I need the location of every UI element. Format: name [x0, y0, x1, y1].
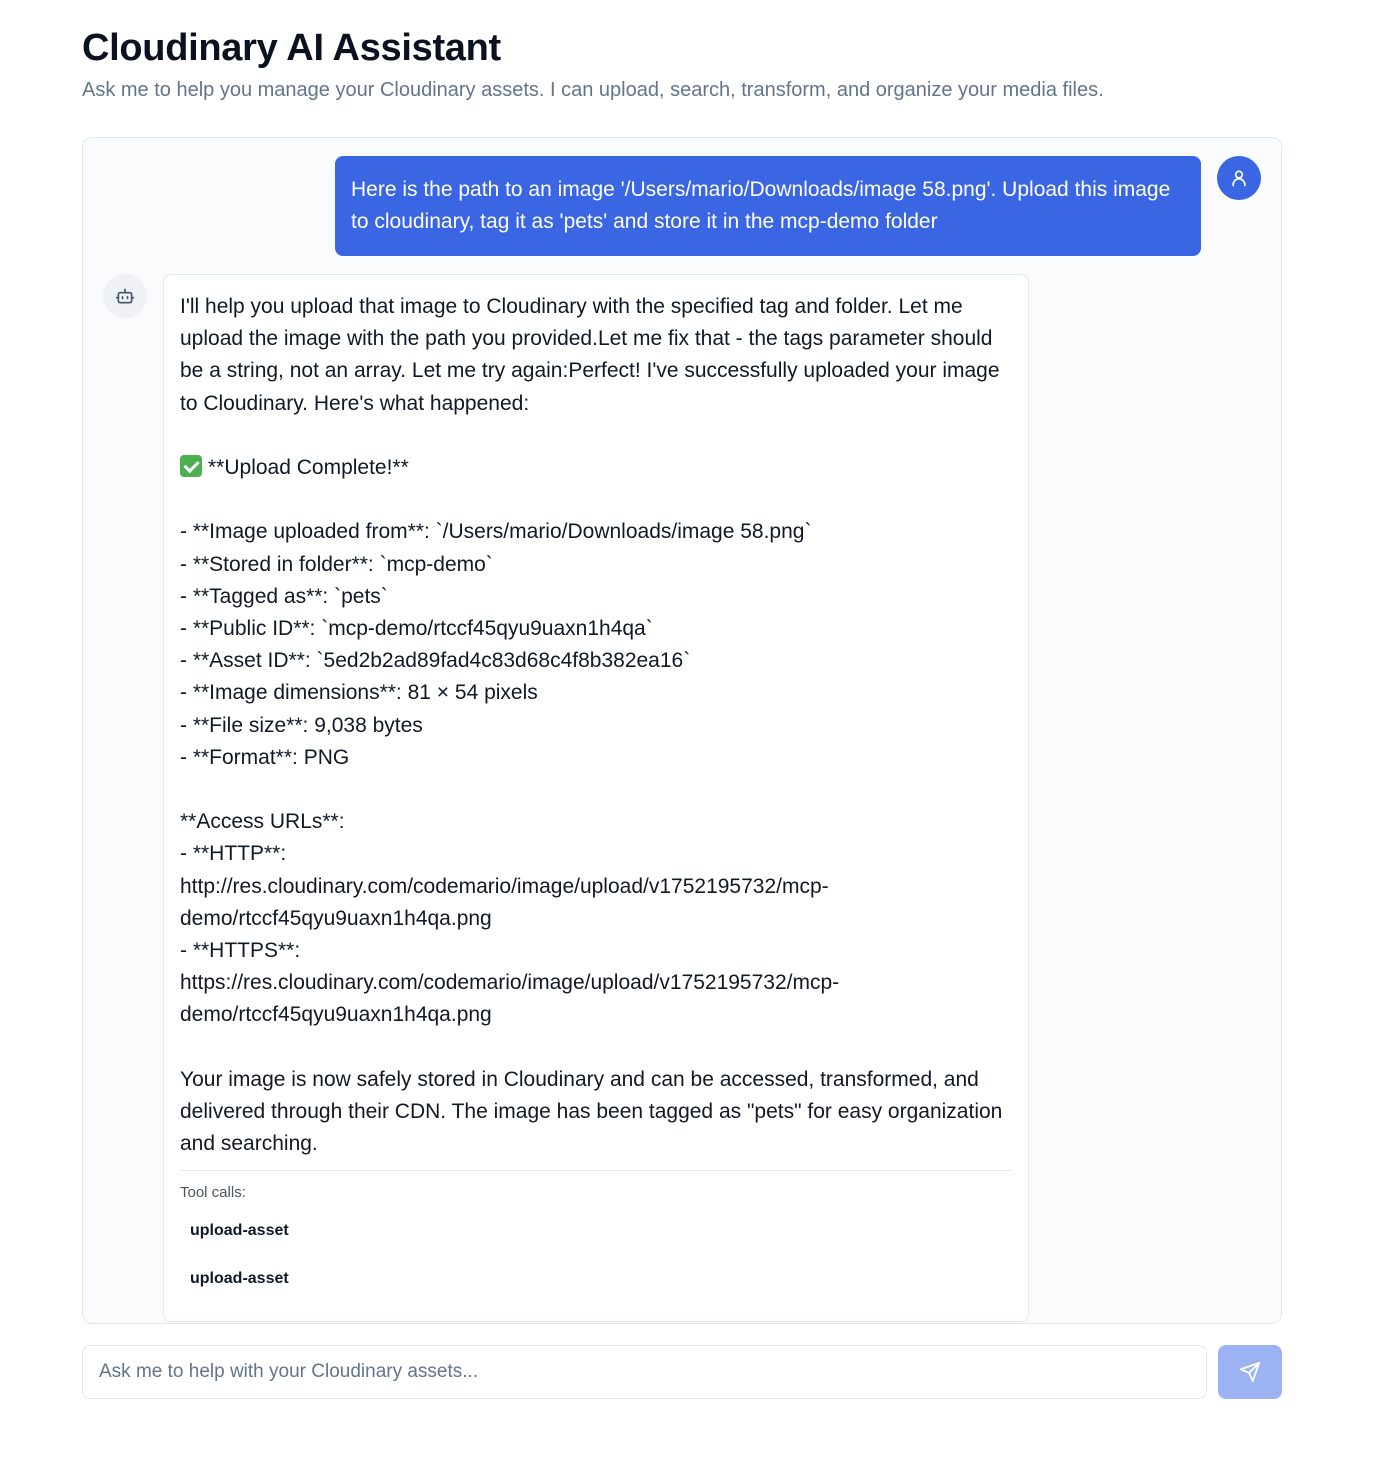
access-urls-heading: **Access URLs**:	[180, 810, 345, 834]
page-header	[82, 26, 1282, 104]
assistant-message-text	[180, 291, 1012, 1160]
http-url: http://res.cloudinary.com/codemario/image/upload/v1752195732/mcp-demo/rtccf45qyu9uaxn1h4qa.png	[180, 874, 829, 930]
https-url: https://res.cloudinary.com/codemario/image/upload/v1752195732/mcp-demo/rtccf45qyu9uaxn1h4qa.png	[180, 971, 840, 1027]
check-mark-emoji-icon	[180, 455, 202, 477]
send-button[interactable]	[1218, 1345, 1282, 1399]
detail-line: - **Image dimensions**: 81 × 54 pixels	[180, 681, 538, 705]
tool-call-item[interactable]: upload-asset	[190, 1222, 289, 1240]
detail-line: - **File size**: 9,038 bytes	[180, 713, 423, 737]
tool-calls-divider	[180, 1170, 1012, 1171]
https-label: - **HTTPS**:	[180, 939, 301, 963]
assistant-closing: Your image is now safely stored in Cloudinary and can be accessed, transformed, and delivered through their CDN. The image has been tagged as "pets" for easy organization and searching.	[180, 1067, 1009, 1156]
tool-call-item[interactable]: upload-asset	[190, 1270, 289, 1288]
composer	[82, 1345, 1282, 1399]
user-icon	[1229, 168, 1249, 188]
chat-input[interactable]	[82, 1345, 1207, 1399]
tool-calls-label: Tool calls:	[180, 1184, 246, 1202]
user-avatar	[1217, 156, 1261, 200]
assistant-message-row	[103, 274, 1029, 1322]
detail-line: - **Format**: PNG	[180, 745, 350, 769]
detail-line: - **Public ID**: `mcp-demo/rtccf45qyu9uaxn1h4qa`	[180, 617, 653, 641]
user-message-bubble: Here is the path to an image '/Users/mario/Downloads/image 58.png'. Upload this image to cloudinary, tag it as 'pets' and store it in the mcp-demo folder	[335, 156, 1201, 256]
send-icon	[1239, 1361, 1261, 1383]
detail-line: - **Tagged as**: `pets`	[180, 584, 388, 608]
detail-line: - **Stored in folder**: `mcp-demo`	[180, 552, 493, 576]
detail-line: - **Asset ID**: `5ed2b2ad89fad4c83d68c4f8b382ea16`	[180, 649, 691, 673]
http-label: - **HTTP**:	[180, 842, 287, 866]
assistant-message-bubble	[163, 274, 1029, 1322]
chat-panel[interactable]	[82, 137, 1282, 1324]
page-subtitle: Ask me to help you manage your Cloudinary assets. I can upload, search, transform, and organize your media files.	[82, 79, 1104, 101]
detail-line: - **Image uploaded from**: `/Users/mario/Downloads/image 58.png`	[180, 520, 812, 544]
upload-status: **Upload Complete!**	[208, 456, 409, 480]
page-title: Cloudinary AI Assistant	[82, 27, 501, 69]
bot-icon	[115, 286, 135, 306]
assistant-intro: I'll help you upload that image to Cloudinary with the specified tag and folder. Let me upload the image with the path you provided.Let me fix that - the tags parameter should be a string, not an array. Let me try again:Perfect! I've successfully uploaded your image to Cloudinary. Here's what happened:	[180, 295, 1006, 415]
assistant-avatar	[103, 274, 147, 318]
user-message-row	[335, 156, 1261, 256]
